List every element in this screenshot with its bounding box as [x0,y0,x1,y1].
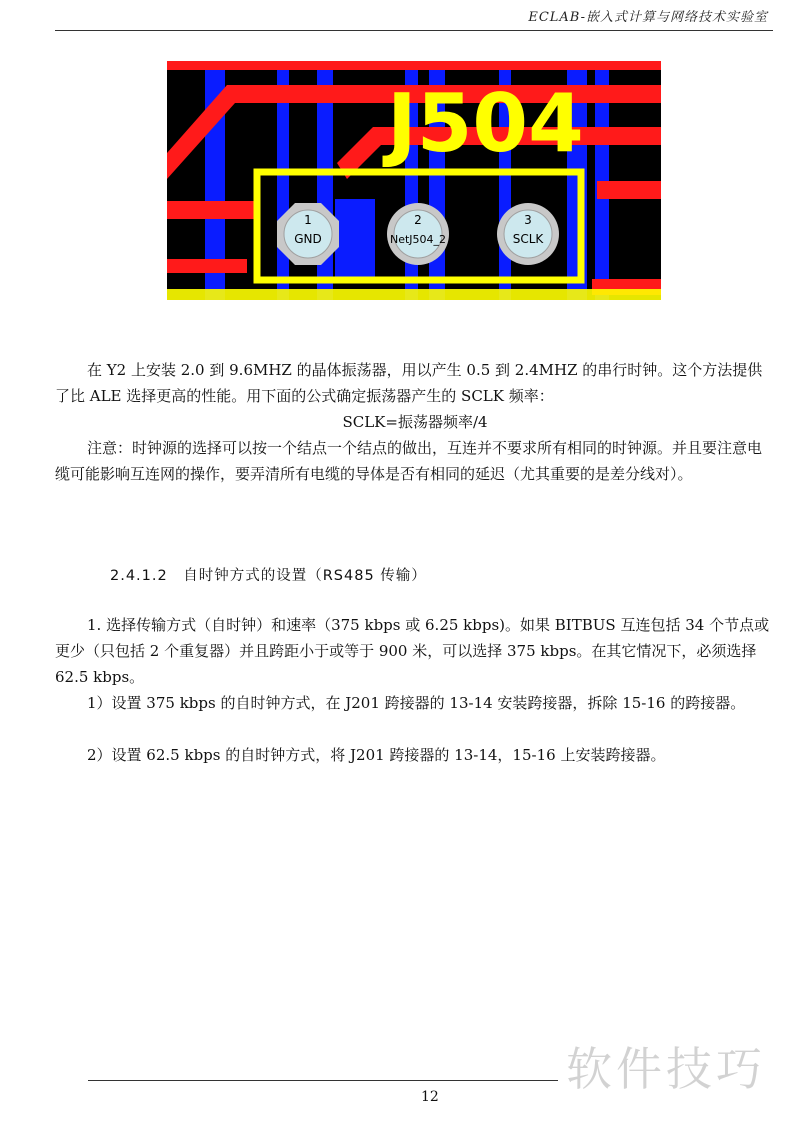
footer-rule [88,1080,558,1081]
red-trace [597,181,661,199]
page-number: 12 [421,1089,439,1105]
paragraph-setting-625: 2）设置 62.5 kbps 的自时钟方式，将 J201 跨接器的 13-14，15-16 上安装跨接器。 [87,746,666,764]
pad-3-net: SCLK [512,232,544,246]
paragraph-note: 注意：时钟源的选择可以按一个结点一个结点的做出，互连并不要求所有相同的时钟源。并且要注意电缆可能影响互连网的操作，要弄清所有电缆的导体是否有相同的延迟（尤其重要的是差分线对）。 [55,439,763,483]
pad-3 [497,203,559,265]
cut-off-silkscreen-text [167,289,661,300]
paragraph-setting-375: 1）设置 375 kbps 的自时钟方式，在 J201 跨接器的 13-14 安装跨接器，拆除 15-16 的跨接器。 [87,694,746,712]
pad-2-net: NetJ504_2 [389,233,447,246]
red-trace [167,61,661,70]
pad-2 [387,203,449,265]
red-trace [167,259,247,273]
pad-1-number: 1 [304,213,312,227]
paragraph-oscillator: 在 Y2 上安装 2.0 到 9.6MHZ 的晶体振荡器，用以产生 0.5 到 2.4MHZ 的串行时钟。这个方法提供了比 ALE 选择更高的性能。用下面的公式确定振荡器产生的 SCLK 频率： [55,361,763,405]
paragraph-transmission: 1. 选择传输方式（自时钟）和速率（375 kbps 或 6.25 kbps)。如果 BITBUS 互连包括 34 个节点或更少（只包括 2 个重复器）并且跨距小于或等于 900 米，可以选择 375 kbps。在其它情况下，必须选择 62.5 kbps。 [55,616,770,686]
designator-label: J504 [387,77,584,170]
formula: SCLK=振荡器频率/4 [342,413,488,431]
pcb-figure [167,61,661,300]
blue-trace [335,199,375,279]
pad-1 [277,203,339,265]
watermark: 软件技巧 [566,1042,766,1096]
header-title: ECLAB-嵌入式计算与网络技术实验室 [528,10,768,25]
pcb-layout-image [167,61,661,300]
header-rule [55,30,773,31]
pad-1-net: GND [294,232,322,246]
pad-3-number: 3 [524,213,532,227]
red-trace [167,201,257,219]
pad-2-number: 2 [414,213,422,227]
section-heading: 2.4.1.2 自时钟方式的设置（RS485 传输） [110,568,427,584]
